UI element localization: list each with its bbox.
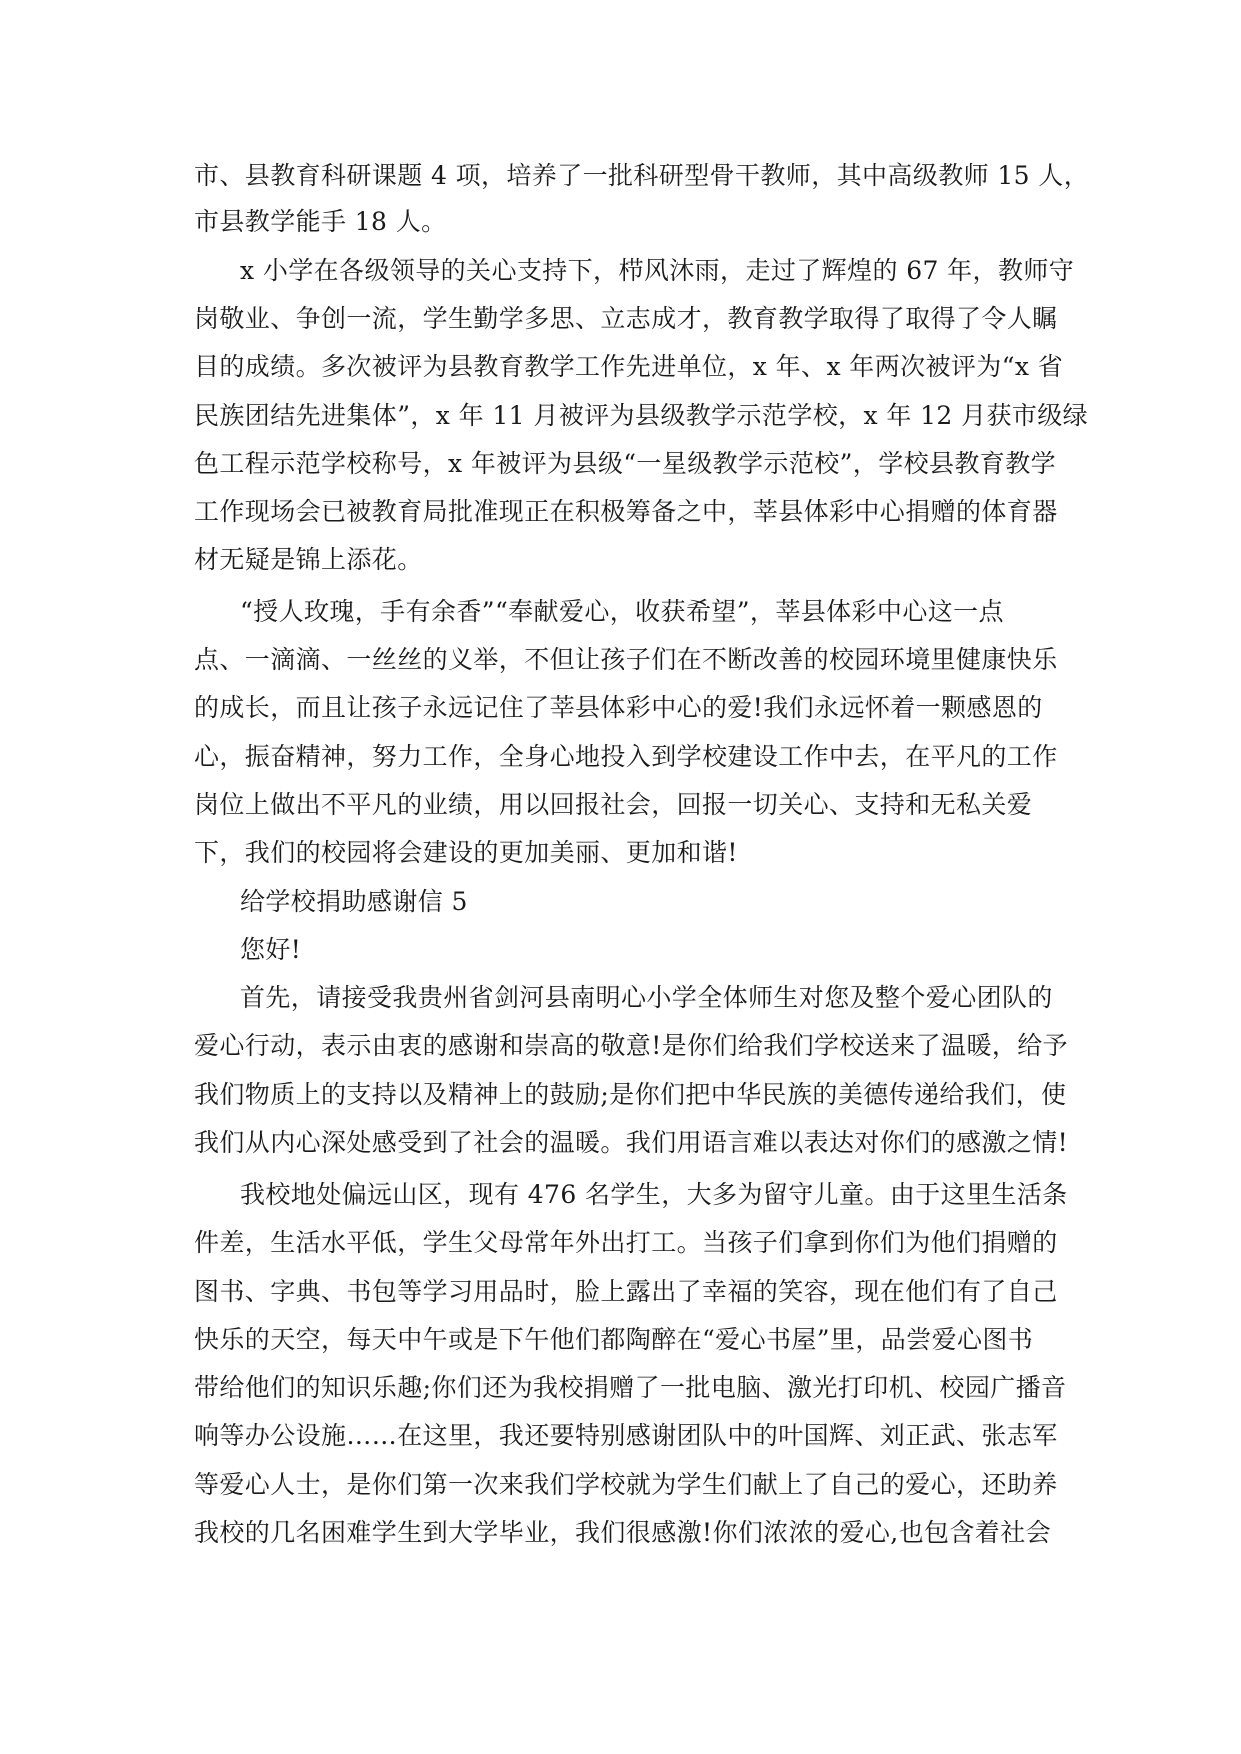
text-line: 目的成绩。多次被评为县教育教学工作先进单位，x 年、x 年两次被评为“x 省 — [194, 352, 1064, 381]
paragraph-start-line: x 小学在各级领导的关心支持下，栉风沐雨，走过了辉煌的 67 年，教师守 — [240, 256, 1075, 285]
text-line: 爱心行动，表示由衷的感谢和崇高的敬意!是你们给我们学校送来了温暖，给予 — [194, 1031, 1069, 1060]
text-line: 心，振奋精神，努力工作，全身心地投入到学校建设工作中去，在平凡的工作 — [194, 742, 1058, 771]
text-line: 点、一滴滴、一丝丝的义举，不但让孩子们在不断改善的校园环境里健康快乐 — [194, 645, 1058, 674]
paragraph-start-line: “授人玫瑰，手有余香”“奉献爱心，收获希望”，莘县体彩中心这一点 — [240, 597, 1004, 626]
text-line: 等爱心人士，是你们第一次来我们学校就为学生们献上了自己的爱心，还助养 — [194, 1470, 1058, 1499]
text-line: 快乐的天空，每天中午或是下午他们都陶醉在“爱心书屋”里，品尝爱心图书 — [194, 1325, 1034, 1354]
text-line: 市、县教育科研课题 4 项，培养了一批科研型骨干教师，其中高级教师 15 人， — [194, 161, 1090, 190]
text-line: 图书、字典、书包等学习用品时，脸上露出了幸福的笑容，现在他们有了自己 — [194, 1277, 1058, 1306]
text-line: 带给他们的知识乐趣;你们还为我校捐赠了一批电脑、激光打印机、校园广播音 — [194, 1373, 1067, 1402]
letter-heading: 给学校捐助感谢信 5 — [240, 887, 468, 916]
text-line: 市县教学能手 18 人。 — [194, 207, 447, 236]
text-line: 材无疑是锦上添花。 — [194, 545, 423, 574]
text-line: 响等办公设施……在这里，我还要特别感谢团队中的叶国辉、刘正武、张志军 — [194, 1421, 1058, 1450]
text-line: 我们从内心深处感受到了社会的温暖。我们用语言难以表达对你们的感激之情! — [194, 1128, 1069, 1157]
text-line: 下，我们的校园将会建设的更加美丽、更加和谐! — [194, 838, 738, 867]
letter-greeting: 您好! — [240, 935, 302, 964]
text-line: 色工程示范学校称号，x 年被评为县级“一星级教学示范校”，学校县教育教学 — [194, 449, 1057, 478]
text-line: 工作现场会已被教育局批准现正在积极筹备之中，莘县体彩中心捐赠的体育器 — [194, 497, 1058, 526]
text-line: 岗敬业、争创一流，学生勤学多思、立志成才，教育教学取得了取得了令人瞩 — [194, 304, 1058, 333]
text-line: 岗位上做出不平凡的业绩，用以回报社会，回报一切关心、支持和无私关爱 — [194, 790, 1033, 819]
paragraph-start-line: 首先，请接受我贵州省剑河县南明心小学全体师生对您及整个爱心团队的 — [240, 983, 1053, 1012]
text-line: 我校的几名困难学生到大学毕业，我们很感激!你们浓浓的爱心,也包含着社会 — [194, 1518, 1051, 1547]
text-line: 民族团结先进集体”，x 年 11 月被评为县级教学示范学校，x 年 12 月获市级绿 — [194, 401, 1089, 430]
text-line: 的成长，而且让孩子永远记住了莘县体彩中心的爱!我们永远怀着一颗感恩的 — [194, 693, 1043, 722]
text-line: 我们物质上的支持以及精神上的鼓励;是你们把中华民族的美德传递给我们，使 — [194, 1080, 1067, 1109]
paragraph-start-line: 我校地处偏远山区，现有 476 名学生，大多为留守儿童。由于这里生活条 — [240, 1180, 1068, 1209]
text-line: 件差，生活水平低，学生父母常年外出打工。当孩子们拿到你们为他们捐赠的 — [194, 1228, 1058, 1257]
